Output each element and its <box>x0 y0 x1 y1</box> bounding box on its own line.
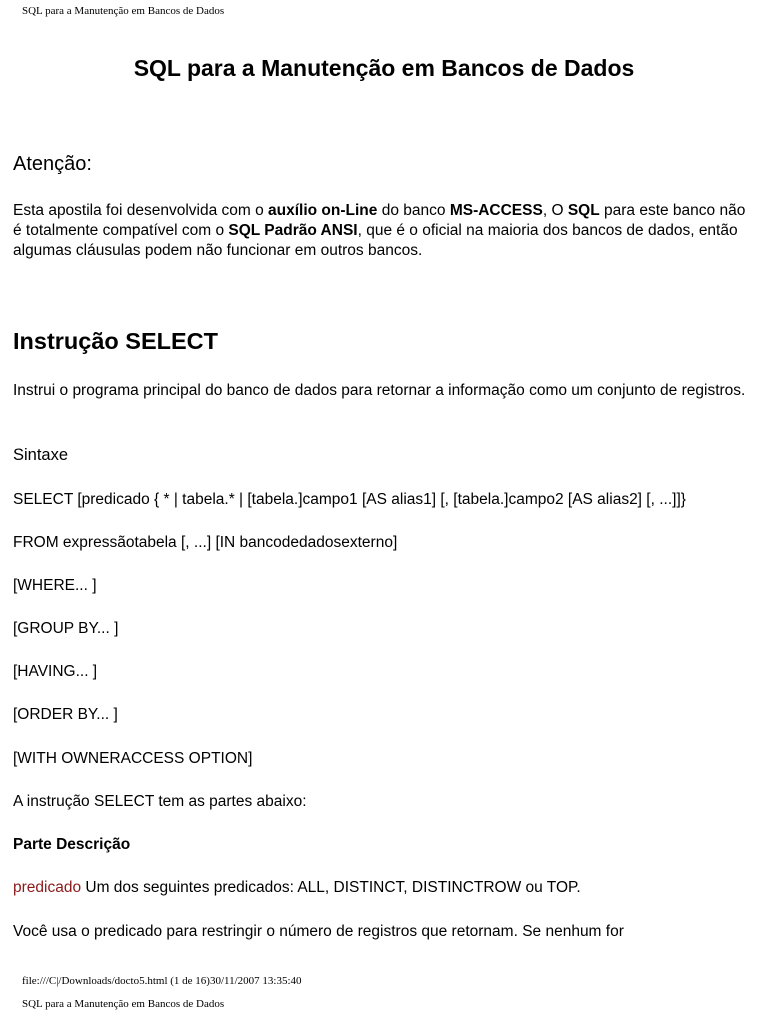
syntax-label: Sintaxe <box>13 446 69 464</box>
intro-text-1: Esta apostila foi desenvolvida com o <box>13 202 269 219</box>
intro-text-2: do banco <box>377 202 450 219</box>
predicate-term: predicado <box>13 879 82 896</box>
syntax-line: SELECT [predicado { * | tabela.* | [tabela.]campo1 [AS alias1] [, [tabela.]campo2 [AS alias2] [, ...]]} <box>13 491 686 508</box>
intro-text-3: , O <box>542 202 568 219</box>
print-header: SQL para a Manutenção em Bancos de Dados <box>22 5 225 17</box>
intro-bold-2: MS-ACCESS <box>449 202 543 219</box>
intro-text-4: para este banco não é totalmente compatível com o <box>13 202 746 239</box>
predicate-description: Um dos seguintes predicados: ALL, DISTINCT, DISTINCTROW ou TOP. <box>81 879 581 896</box>
syntax-line: FROM expressãotabela [, ...] [IN bancodedadosexterno] <box>13 534 398 551</box>
syntax-line: [HAVING... ] <box>13 663 98 680</box>
intro-bold-4: SQL Padrão ANSI <box>228 222 358 239</box>
section-title: Instrução SELECT <box>13 328 219 354</box>
predicate-row <box>13 878 758 898</box>
intro-text-5: , que é o oficial na maioria dos bancos de dados, então algumas cláusulas podem não funcionar em outros bancos. <box>13 222 738 259</box>
parts-header: Parte Descrição <box>13 836 131 853</box>
predicate-more: Você usa o predicado para restringir o número de registros que retornam. Se nenhum for <box>13 923 624 940</box>
print-header-next-page: SQL para a Manutenção em Bancos de Dados <box>22 998 225 1010</box>
print-footer: file:///C|/Downloads/docto5.html (1 de 16)30/11/2007 13:35:40 <box>22 975 302 987</box>
syntax-line: [ORDER BY... ] <box>13 706 118 723</box>
select-description: Instrui o programa principal do banco de dados para retornar a informação como um conjunto de registros. <box>13 382 746 399</box>
syntax-line: [WHERE... ] <box>13 577 97 594</box>
intro-bold-1: auxílio on-Line <box>268 202 378 219</box>
intro-bold-3: SQL <box>567 202 600 219</box>
intro-paragraph <box>13 201 758 261</box>
parts-intro: A instrução SELECT tem as partes abaixo: <box>13 793 307 810</box>
page-title: SQL para a Manutenção em Bancos de Dados <box>133 55 635 81</box>
attention-heading: Atenção: <box>13 153 92 175</box>
syntax-line: [GROUP BY... ] <box>13 620 119 637</box>
syntax-line: [WITH OWNERACCESS OPTION] <box>13 750 253 767</box>
